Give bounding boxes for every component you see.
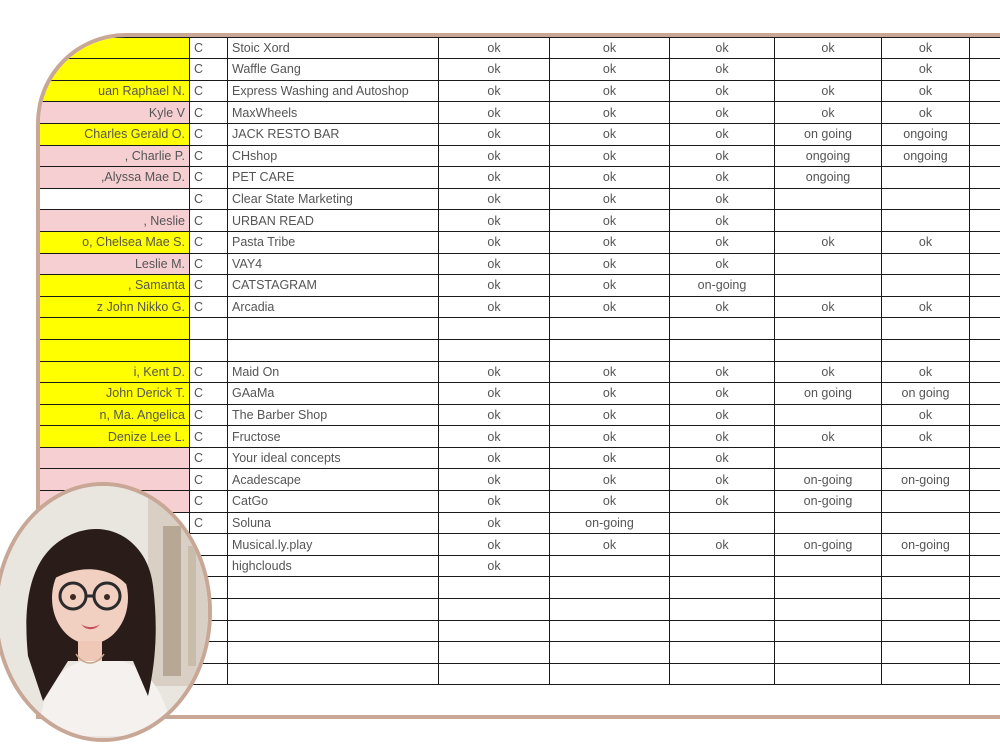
- table-row: [37, 253, 1000, 275]
- cell-status-1[interactable]: ok: [439, 296, 550, 318]
- cell-status-3[interactable]: on-going: [670, 275, 775, 297]
- profile-photo: [0, 482, 212, 742]
- cell-project-name[interactable]: [228, 663, 439, 685]
- cell-status-6[interactable]: [970, 37, 1000, 59]
- cell-status-1[interactable]: ok: [439, 145, 550, 167]
- cell-status-4[interactable]: [775, 318, 882, 340]
- cell-status-3[interactable]: ok: [670, 145, 775, 167]
- cell-status-4[interactable]: [775, 642, 882, 664]
- cell-status-5[interactable]: ongoing: [882, 145, 970, 167]
- cell-type[interactable]: C: [190, 37, 228, 59]
- cell-status-2[interactable]: ok: [550, 253, 670, 275]
- cell-project-name[interactable]: CatGo: [228, 491, 439, 513]
- cell-status-6[interactable]: [970, 447, 1000, 469]
- cell-student-name[interactable]: Denize Lee L.: [37, 426, 190, 448]
- cell-status-5[interactable]: [882, 491, 970, 513]
- cell-student-name[interactable]: uan Raphael N.: [37, 80, 190, 102]
- cell-status-6[interactable]: [970, 167, 1000, 189]
- cell-status-1[interactable]: [439, 620, 550, 642]
- cell-status-6[interactable]: [970, 426, 1000, 448]
- cell-status-2[interactable]: ok: [550, 145, 670, 167]
- cell-status-2[interactable]: ok: [550, 275, 670, 297]
- cell-status-6[interactable]: [970, 361, 1000, 383]
- table-row: [37, 426, 1000, 448]
- cell-type[interactable]: [190, 318, 228, 340]
- cell-status-4[interactable]: on going: [775, 123, 882, 145]
- cell-type[interactable]: C: [190, 404, 228, 426]
- cell-status-4[interactable]: [775, 663, 882, 685]
- cell-status-1[interactable]: ok: [439, 37, 550, 59]
- cell-status-4[interactable]: on-going: [775, 491, 882, 513]
- cell-status-1[interactable]: ok: [439, 534, 550, 556]
- cell-status-4[interactable]: [775, 253, 882, 275]
- cell-status-1[interactable]: ok: [439, 491, 550, 513]
- cell-type[interactable]: C: [190, 275, 228, 297]
- table-row: [37, 447, 1000, 469]
- cell-status-4[interactable]: on going: [775, 383, 882, 405]
- cell-status-3[interactable]: ok: [670, 361, 775, 383]
- table-row: [37, 296, 1000, 318]
- cell-status-1[interactable]: [439, 642, 550, 664]
- cell-status-2[interactable]: ok: [550, 80, 670, 102]
- cell-type[interactable]: C: [190, 512, 228, 534]
- table-row: [37, 404, 1000, 426]
- cell-status-3[interactable]: [670, 642, 775, 664]
- cell-status-4[interactable]: [775, 210, 882, 232]
- cell-status-3[interactable]: ok: [670, 123, 775, 145]
- table-row: [37, 469, 1000, 491]
- cell-project-name[interactable]: [228, 318, 439, 340]
- cell-status-3[interactable]: [670, 339, 775, 361]
- cell-project-name[interactable]: Arcadia: [228, 296, 439, 318]
- cell-status-6[interactable]: [970, 102, 1000, 124]
- cell-status-5[interactable]: [882, 447, 970, 469]
- cell-status-1[interactable]: [439, 318, 550, 340]
- cell-status-4[interactable]: ongoing: [775, 145, 882, 167]
- cell-project-name[interactable]: [228, 620, 439, 642]
- cell-status-1[interactable]: ok: [439, 253, 550, 275]
- cell-type[interactable]: C: [190, 253, 228, 275]
- cell-status-5[interactable]: ok: [882, 361, 970, 383]
- table-row: [37, 383, 1000, 405]
- cell-project-name[interactable]: Your ideal concepts: [228, 447, 439, 469]
- table-row: [37, 188, 1000, 210]
- cell-status-6[interactable]: [970, 339, 1000, 361]
- cell-type[interactable]: C: [190, 361, 228, 383]
- cell-status-6[interactable]: [970, 318, 1000, 340]
- cell-status-5[interactable]: [882, 167, 970, 189]
- cell-status-1[interactable]: ok: [439, 123, 550, 145]
- cell-project-name[interactable]: CHshop: [228, 145, 439, 167]
- cell-status-2[interactable]: ok: [550, 534, 670, 556]
- cell-status-1[interactable]: [439, 339, 550, 361]
- cell-status-1[interactable]: [439, 577, 550, 599]
- cell-status-1[interactable]: ok: [439, 404, 550, 426]
- cell-status-4[interactable]: [775, 512, 882, 534]
- cell-status-1[interactable]: ok: [439, 361, 550, 383]
- cell-status-5[interactable]: [882, 577, 970, 599]
- cell-status-3[interactable]: ok: [670, 210, 775, 232]
- cell-project-name[interactable]: Musical.ly.play: [228, 534, 439, 556]
- cell-status-2[interactable]: [550, 339, 670, 361]
- cell-status-4[interactable]: [775, 447, 882, 469]
- cell-status-5[interactable]: [882, 620, 970, 642]
- cell-status-2[interactable]: [550, 555, 670, 577]
- cell-project-name[interactable]: highclouds: [228, 555, 439, 577]
- cell-type[interactable]: C: [190, 167, 228, 189]
- cell-project-name[interactable]: [228, 642, 439, 664]
- table-row: [37, 123, 1000, 145]
- cell-status-5[interactable]: [882, 188, 970, 210]
- cell-status-6[interactable]: [970, 275, 1000, 297]
- table-row: [37, 80, 1000, 102]
- cell-type[interactable]: C: [190, 80, 228, 102]
- cell-status-3[interactable]: ok: [670, 447, 775, 469]
- profile-photo-icon: [0, 486, 212, 742]
- table-row: [37, 275, 1000, 297]
- cell-status-1[interactable]: ok: [439, 512, 550, 534]
- cell-student-name[interactable]: Kyle V: [37, 102, 190, 124]
- cell-status-5[interactable]: [882, 512, 970, 534]
- table-row: [37, 145, 1000, 167]
- cell-type[interactable]: C: [190, 469, 228, 491]
- cell-status-5[interactable]: on-going: [882, 469, 970, 491]
- cell-status-2[interactable]: [550, 318, 670, 340]
- cell-student-name[interactable]: i, Kent D.: [37, 361, 190, 383]
- cell-status-5[interactable]: [882, 599, 970, 621]
- cell-status-1[interactable]: ok: [439, 210, 550, 232]
- cell-status-6[interactable]: [970, 491, 1000, 513]
- cell-student-name[interactable]: Leslie M.: [37, 253, 190, 275]
- table-row: [37, 59, 1000, 81]
- cell-status-6[interactable]: [970, 620, 1000, 642]
- cell-status-2[interactable]: ok: [550, 123, 670, 145]
- cell-status-3[interactable]: ok: [670, 167, 775, 189]
- cell-project-name[interactable]: Acadescape: [228, 469, 439, 491]
- cell-project-name[interactable]: The Barber Shop: [228, 404, 439, 426]
- cell-student-name[interactable]: , Charlie P.: [37, 145, 190, 167]
- cell-status-2[interactable]: [550, 642, 670, 664]
- cell-status-1[interactable]: ok: [439, 426, 550, 448]
- cell-status-4[interactable]: ok: [775, 102, 882, 124]
- cell-status-4[interactable]: ok: [775, 231, 882, 253]
- cell-status-5[interactable]: [882, 210, 970, 232]
- cell-student-name[interactable]: [37, 318, 190, 340]
- cell-status-5[interactable]: ok: [882, 296, 970, 318]
- cell-status-2[interactable]: ok: [550, 188, 670, 210]
- cell-status-3[interactable]: ok: [670, 296, 775, 318]
- cell-status-5[interactable]: ok: [882, 37, 970, 59]
- table-row: [37, 361, 1000, 383]
- cell-student-name[interactable]: [37, 37, 190, 59]
- cell-status-3[interactable]: [670, 599, 775, 621]
- cell-project-name[interactable]: MaxWheels: [228, 102, 439, 124]
- table-row: [37, 339, 1000, 361]
- table-row: [37, 231, 1000, 253]
- cell-status-6[interactable]: [970, 188, 1000, 210]
- cell-status-6[interactable]: [970, 404, 1000, 426]
- cell-status-3[interactable]: ok: [670, 426, 775, 448]
- cell-status-6[interactable]: [970, 296, 1000, 318]
- cell-status-1[interactable]: ok: [439, 59, 550, 81]
- cell-status-2[interactable]: [550, 599, 670, 621]
- cell-status-4[interactable]: ongoing: [775, 167, 882, 189]
- cell-status-4[interactable]: [775, 620, 882, 642]
- cell-student-name[interactable]: [37, 339, 190, 361]
- cell-student-name[interactable]: z John Nikko G.: [37, 296, 190, 318]
- cell-status-6[interactable]: [970, 210, 1000, 232]
- cell-status-5[interactable]: [882, 642, 970, 664]
- cell-status-3[interactable]: ok: [670, 491, 775, 513]
- cell-type[interactable]: C: [190, 59, 228, 81]
- cell-status-5[interactable]: [882, 275, 970, 297]
- cell-status-1[interactable]: [439, 599, 550, 621]
- cell-status-6[interactable]: [970, 469, 1000, 491]
- cell-status-5[interactable]: ok: [882, 80, 970, 102]
- cell-student-name[interactable]: o, Chelsea Mae S.: [37, 231, 190, 253]
- cell-status-3[interactable]: ok: [670, 253, 775, 275]
- cell-status-6[interactable]: [970, 534, 1000, 556]
- cell-status-5[interactable]: ok: [882, 426, 970, 448]
- cell-type[interactable]: C: [190, 426, 228, 448]
- cell-status-2[interactable]: ok: [550, 361, 670, 383]
- cell-status-1[interactable]: ok: [439, 383, 550, 405]
- cell-status-1[interactable]: ok: [439, 167, 550, 189]
- cell-student-name[interactable]: [37, 447, 190, 469]
- cell-status-1[interactable]: ok: [439, 231, 550, 253]
- cell-type[interactable]: C: [190, 145, 228, 167]
- table-row: [37, 167, 1000, 189]
- table-row: [37, 318, 1000, 340]
- cell-type[interactable]: C: [190, 447, 228, 469]
- cell-project-name[interactable]: [228, 599, 439, 621]
- cell-status-2[interactable]: ok: [550, 210, 670, 232]
- cell-status-5[interactable]: ongoing: [882, 123, 970, 145]
- cell-project-name[interactable]: URBAN READ: [228, 210, 439, 232]
- cell-status-5[interactable]: ok: [882, 102, 970, 124]
- cell-status-5[interactable]: [882, 555, 970, 577]
- cell-project-name[interactable]: Clear State Marketing: [228, 188, 439, 210]
- cell-status-6[interactable]: [970, 80, 1000, 102]
- cell-status-1[interactable]: ok: [439, 102, 550, 124]
- cell-status-2[interactable]: ok: [550, 469, 670, 491]
- cell-status-3[interactable]: ok: [670, 231, 775, 253]
- cell-project-name[interactable]: [228, 577, 439, 599]
- cell-status-2[interactable]: ok: [550, 447, 670, 469]
- cell-status-6[interactable]: [970, 123, 1000, 145]
- cell-status-3[interactable]: [670, 620, 775, 642]
- cell-status-2[interactable]: ok: [550, 426, 670, 448]
- cell-project-name[interactable]: Stoic Xord: [228, 37, 439, 59]
- cell-type[interactable]: C: [190, 296, 228, 318]
- cell-status-3[interactable]: ok: [670, 469, 775, 491]
- cell-project-name[interactable]: Waffle Gang: [228, 59, 439, 81]
- cell-status-4[interactable]: [775, 555, 882, 577]
- cell-status-5[interactable]: ok: [882, 231, 970, 253]
- cell-status-6[interactable]: [970, 663, 1000, 685]
- cell-project-name[interactable]: PET CARE: [228, 167, 439, 189]
- cell-student-name[interactable]: [37, 59, 190, 81]
- cell-status-1[interactable]: ok: [439, 275, 550, 297]
- cell-status-2[interactable]: ok: [550, 491, 670, 513]
- cell-status-1[interactable]: ok: [439, 80, 550, 102]
- cell-project-name[interactable]: [228, 339, 439, 361]
- cell-project-name[interactable]: CATSTAGRAM: [228, 275, 439, 297]
- cell-status-4[interactable]: ok: [775, 80, 882, 102]
- cell-status-3[interactable]: [670, 663, 775, 685]
- cell-status-1[interactable]: [439, 663, 550, 685]
- cell-status-3[interactable]: [670, 555, 775, 577]
- cell-status-5[interactable]: on going: [882, 383, 970, 405]
- cell-status-1[interactable]: ok: [439, 447, 550, 469]
- cell-student-name[interactable]: John Derick T.: [37, 383, 190, 405]
- cell-status-5[interactable]: [882, 318, 970, 340]
- cell-status-6[interactable]: [970, 512, 1000, 534]
- cell-status-2[interactable]: [550, 577, 670, 599]
- cell-status-5[interactable]: [882, 663, 970, 685]
- cell-type[interactable]: [190, 339, 228, 361]
- cell-status-2[interactable]: ok: [550, 102, 670, 124]
- cell-student-name[interactable]: [37, 188, 190, 210]
- cell-status-2[interactable]: ok: [550, 59, 670, 81]
- cell-status-1[interactable]: ok: [439, 469, 550, 491]
- cell-status-5[interactable]: on-going: [882, 534, 970, 556]
- cell-status-2[interactable]: ok: [550, 383, 670, 405]
- cell-type[interactable]: C: [190, 491, 228, 513]
- cell-status-5[interactable]: ok: [882, 59, 970, 81]
- cell-project-name[interactable]: VAY4: [228, 253, 439, 275]
- cell-status-2[interactable]: [550, 620, 670, 642]
- cell-status-3[interactable]: ok: [670, 37, 775, 59]
- cell-status-6[interactable]: [970, 642, 1000, 664]
- cell-project-name[interactable]: Express Washing and Autoshop: [228, 80, 439, 102]
- cell-status-4[interactable]: [775, 339, 882, 361]
- cell-status-3[interactable]: [670, 318, 775, 340]
- cell-status-4[interactable]: ok: [775, 361, 882, 383]
- table-row: [37, 37, 1000, 59]
- cell-status-3[interactable]: ok: [670, 404, 775, 426]
- cell-status-4[interactable]: [775, 275, 882, 297]
- cell-status-6[interactable]: [970, 577, 1000, 599]
- cell-status-2[interactable]: ok: [550, 296, 670, 318]
- cell-status-4[interactable]: [775, 577, 882, 599]
- cell-status-2[interactable]: ok: [550, 231, 670, 253]
- cell-type[interactable]: C: [190, 210, 228, 232]
- cell-project-name[interactable]: Fructose: [228, 426, 439, 448]
- cell-status-6[interactable]: [970, 383, 1000, 405]
- cell-status-4[interactable]: ok: [775, 37, 882, 59]
- cell-status-5[interactable]: [882, 253, 970, 275]
- cell-status-1[interactable]: ok: [439, 188, 550, 210]
- cell-status-3[interactable]: ok: [670, 534, 775, 556]
- cell-type[interactable]: C: [190, 188, 228, 210]
- cell-status-3[interactable]: ok: [670, 59, 775, 81]
- cell-status-2[interactable]: ok: [550, 404, 670, 426]
- cell-status-3[interactable]: ok: [670, 102, 775, 124]
- cell-status-6[interactable]: [970, 145, 1000, 167]
- cell-type[interactable]: C: [190, 102, 228, 124]
- cell-status-4[interactable]: on-going: [775, 469, 882, 491]
- cell-type[interactable]: C: [190, 231, 228, 253]
- cell-status-4[interactable]: [775, 188, 882, 210]
- cell-student-name[interactable]: Charles Gerald O.: [37, 123, 190, 145]
- table-row: [37, 102, 1000, 124]
- cell-status-3[interactable]: [670, 512, 775, 534]
- table-row: [37, 491, 1000, 513]
- cell-project-name[interactable]: GAaMa: [228, 383, 439, 405]
- cell-status-2[interactable]: ok: [550, 37, 670, 59]
- cell-status-4[interactable]: on-going: [775, 534, 882, 556]
- cell-status-2[interactable]: [550, 663, 670, 685]
- cell-status-6[interactable]: [970, 231, 1000, 253]
- cell-status-2[interactable]: ok: [550, 167, 670, 189]
- cell-status-3[interactable]: ok: [670, 188, 775, 210]
- cell-project-name[interactable]: JACK RESTO BAR: [228, 123, 439, 145]
- cell-type[interactable]: C: [190, 123, 228, 145]
- cell-student-name[interactable]: ,Alyssa Mae D.: [37, 167, 190, 189]
- cell-status-3[interactable]: ok: [670, 80, 775, 102]
- cell-status-2[interactable]: on-going: [550, 512, 670, 534]
- cell-project-name[interactable]: Maid On: [228, 361, 439, 383]
- cell-status-6[interactable]: [970, 253, 1000, 275]
- cell-status-3[interactable]: ok: [670, 383, 775, 405]
- cell-project-name[interactable]: Pasta Tribe: [228, 231, 439, 253]
- table-row: [37, 210, 1000, 232]
- cell-status-3[interactable]: [670, 577, 775, 599]
- cell-status-4[interactable]: [775, 404, 882, 426]
- cell-status-4[interactable]: ok: [775, 296, 882, 318]
- cell-status-6[interactable]: [970, 599, 1000, 621]
- cell-status-6[interactable]: [970, 555, 1000, 577]
- cell-project-name[interactable]: Soluna: [228, 512, 439, 534]
- cell-status-4[interactable]: [775, 59, 882, 81]
- cell-status-6[interactable]: [970, 59, 1000, 81]
- cell-student-name[interactable]: , Samanta: [37, 275, 190, 297]
- cell-status-4[interactable]: ok: [775, 426, 882, 448]
- cell-status-5[interactable]: ok: [882, 404, 970, 426]
- cell-type[interactable]: C: [190, 383, 228, 405]
- cell-status-4[interactable]: [775, 599, 882, 621]
- cell-student-name[interactable]: , Neslie: [37, 210, 190, 232]
- cell-status-5[interactable]: [882, 339, 970, 361]
- cell-status-1[interactable]: ok: [439, 555, 550, 577]
- cell-student-name[interactable]: n, Ma. Angelica: [37, 404, 190, 426]
